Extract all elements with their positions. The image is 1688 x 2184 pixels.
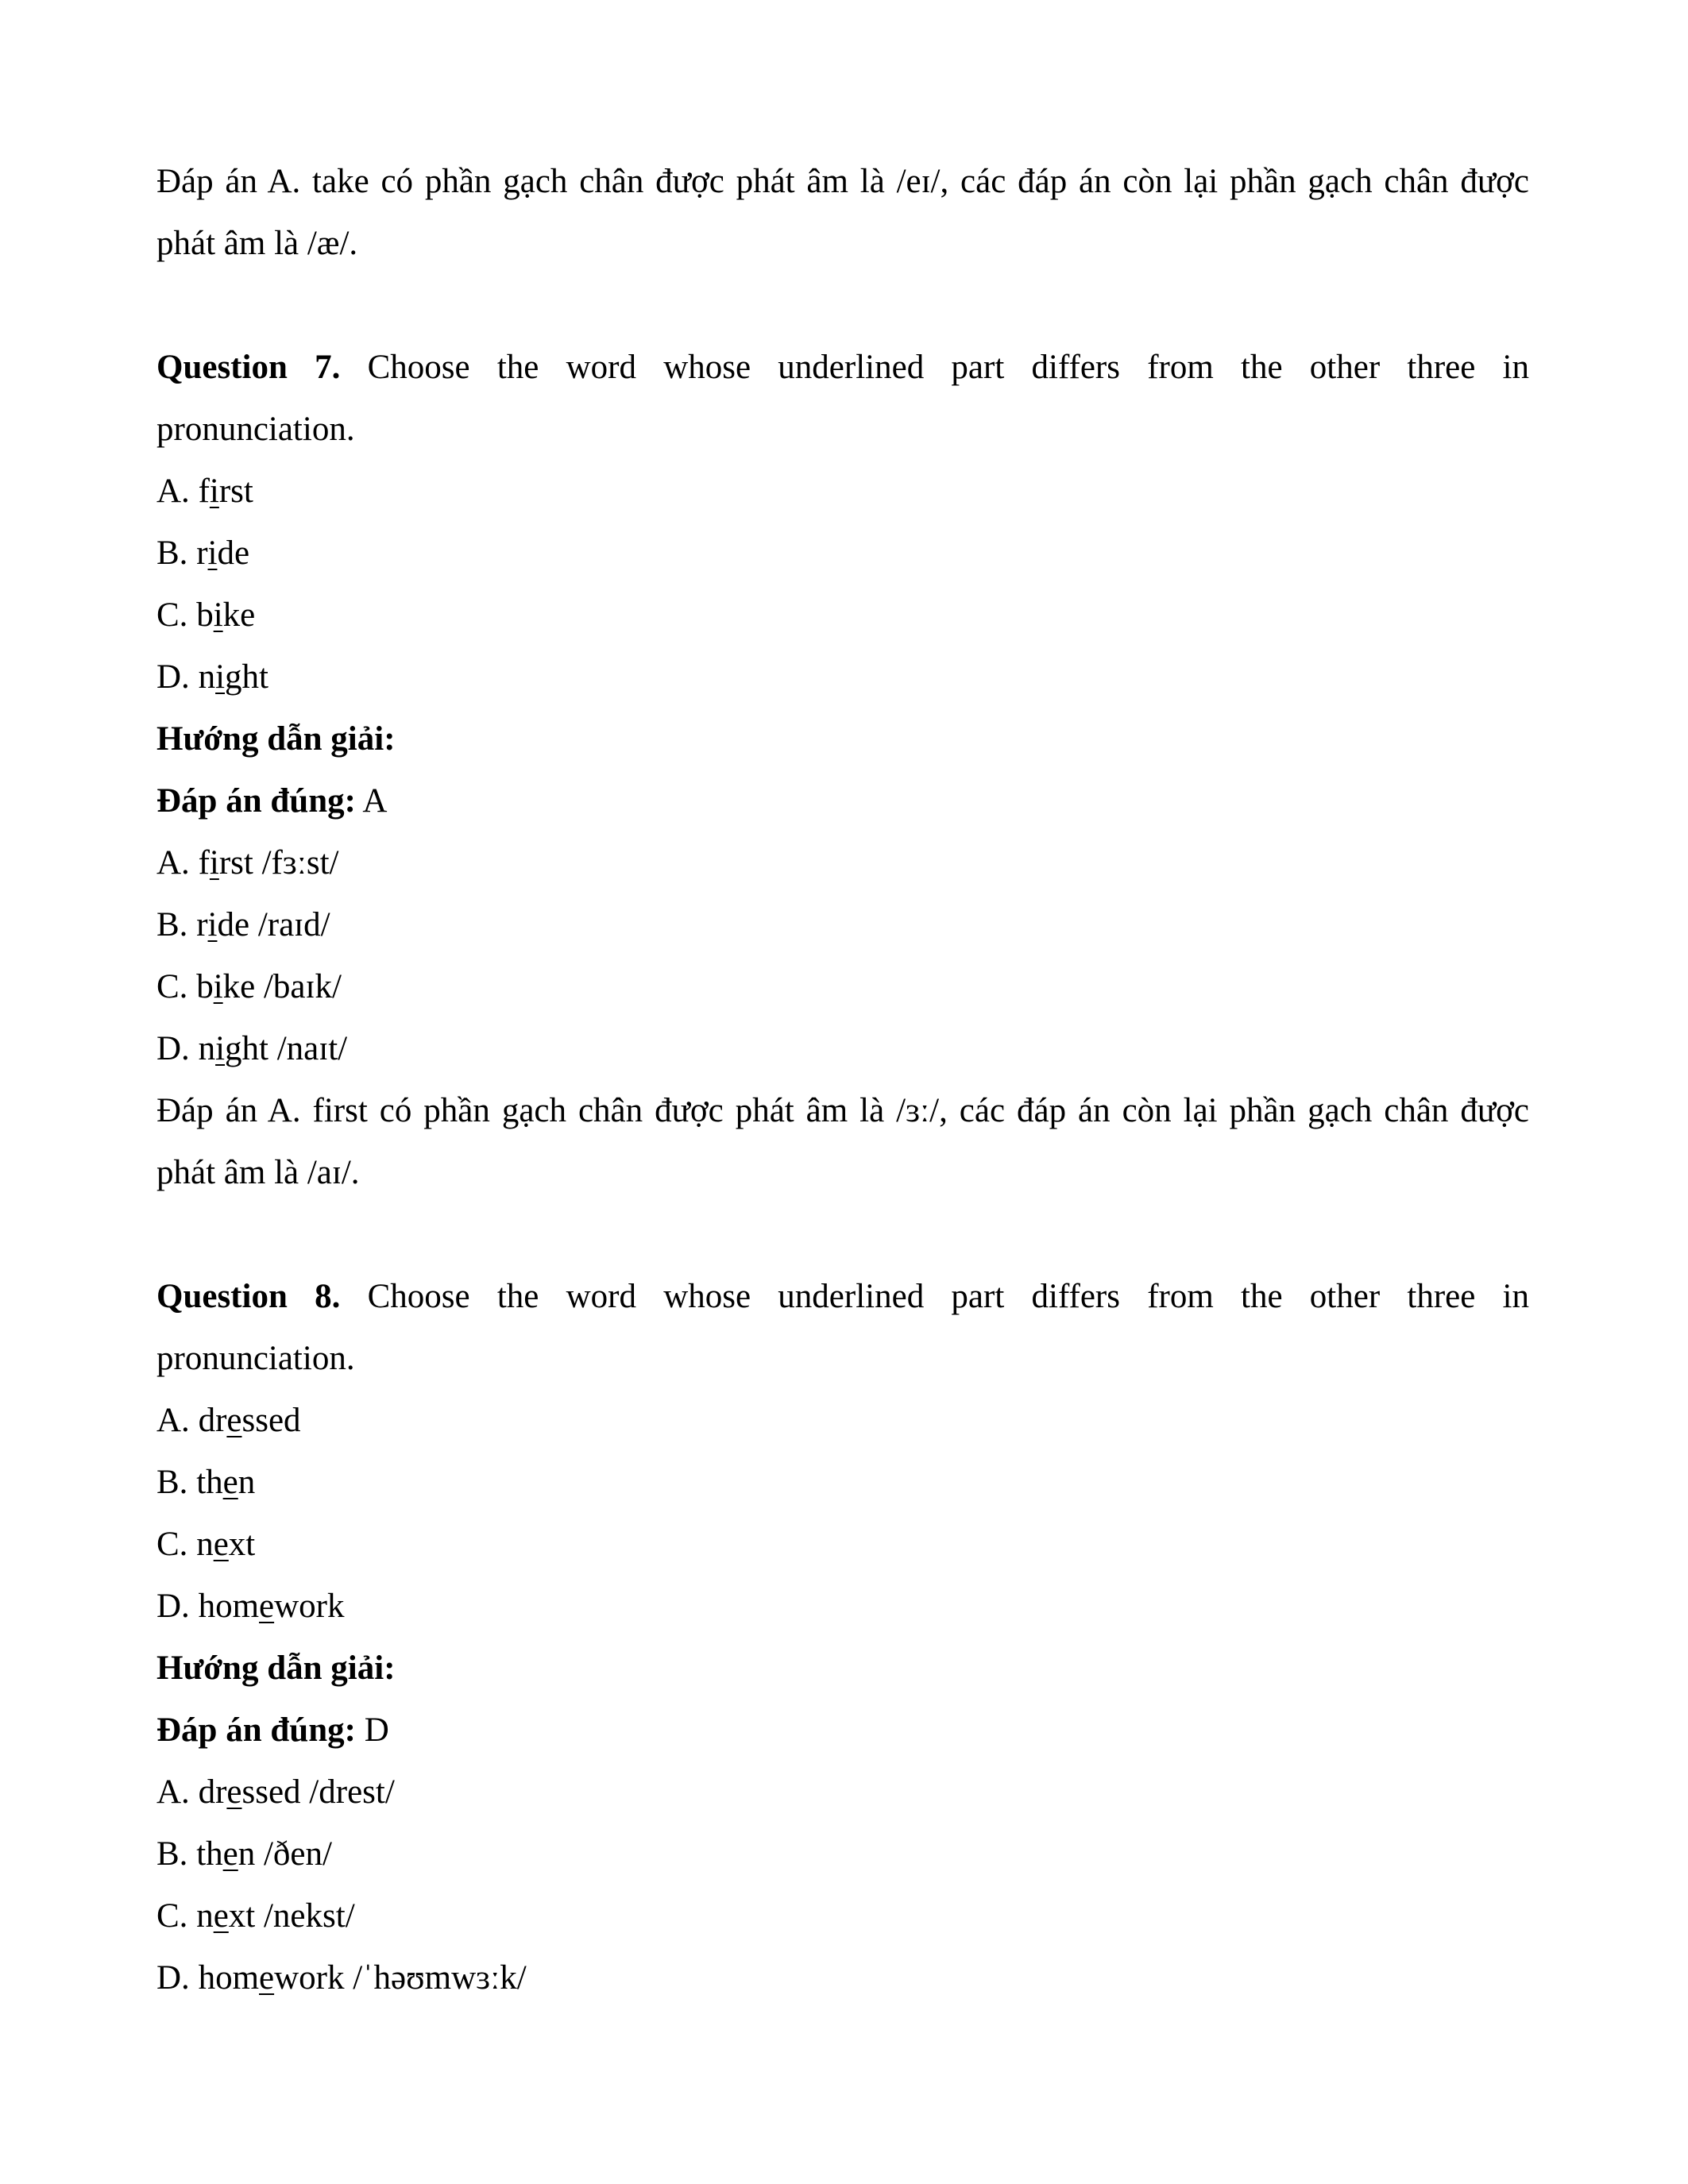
question-8-heading [156, 1266, 1529, 1328]
q8-option-d: D. homework [156, 1588, 345, 1625]
question-7-heading [156, 337, 1529, 399]
q8-option-a: A. dressed [156, 1402, 301, 1439]
q7-option-a: A. first [156, 473, 253, 510]
spacer [156, 275, 1529, 337]
prev-explanation-line-1: Đáp án A. take có phần gạch chân được phát âm là /eɪ/, các đáp án còn lại phần gạch chân được [156, 163, 1529, 200]
q8-option-b: B. then [156, 1464, 256, 1501]
q8-guide-label: Hướng dẫn giải: [156, 1650, 396, 1687]
q8-correct-answer: Đáp án đúng: D [156, 1711, 389, 1749]
q7-transcription-a: A. first /fɜːst/ [156, 844, 339, 882]
q8-transcription-d: D. homework /ˈhəʊmwɜːk/ [156, 1959, 527, 1997]
q7-explanation-line-2: phát âm là /aɪ/. [156, 1154, 360, 1191]
question-7-label: Question 7. [156, 349, 341, 386]
document-body [156, 151, 1529, 2009]
q8-option-c: C. next [156, 1526, 256, 1563]
q7-transcription-b: B. ride /raɪd/ [156, 906, 330, 943]
q7-option-b: B. ride [156, 534, 250, 572]
q7-transcription-d: D. night /naɪt/ [156, 1030, 348, 1067]
spacer [156, 1204, 1529, 1266]
q7-option-c: C. bike [156, 596, 256, 634]
question-8-label: Question 8. [156, 1278, 341, 1315]
question-8-prompt: Choose the word whose underlined part differs from the other three in [367, 1278, 1529, 1315]
q8-transcription-a: A. dressed /drest/ [156, 1773, 395, 1811]
prev-explanation-line-2: phát âm là /æ/. [156, 225, 358, 262]
q7-explanation-line-1: Đáp án A. first có phần gạch chân được phát âm là /ɜː/, các đáp án còn lại phần gạch chân được [156, 1092, 1529, 1129]
q8-transcription-b: B. then /ðen/ [156, 1835, 332, 1873]
q7-transcription-c: C. bike /baɪk/ [156, 968, 342, 1005]
q7-correct-answer: Đáp án đúng: A [156, 782, 388, 820]
q8-transcription-c: C. next /nekst/ [156, 1897, 355, 1935]
question-7-prompt: Choose the word whose underlined part differs from the other three in [367, 349, 1529, 386]
q7-option-d: D. night [156, 658, 268, 696]
question-7-prompt-cont: pronunciation. [156, 411, 355, 448]
question-8-prompt-cont: pronunciation. [156, 1340, 355, 1377]
q7-guide-label: Hướng dẫn giải: [156, 720, 396, 758]
